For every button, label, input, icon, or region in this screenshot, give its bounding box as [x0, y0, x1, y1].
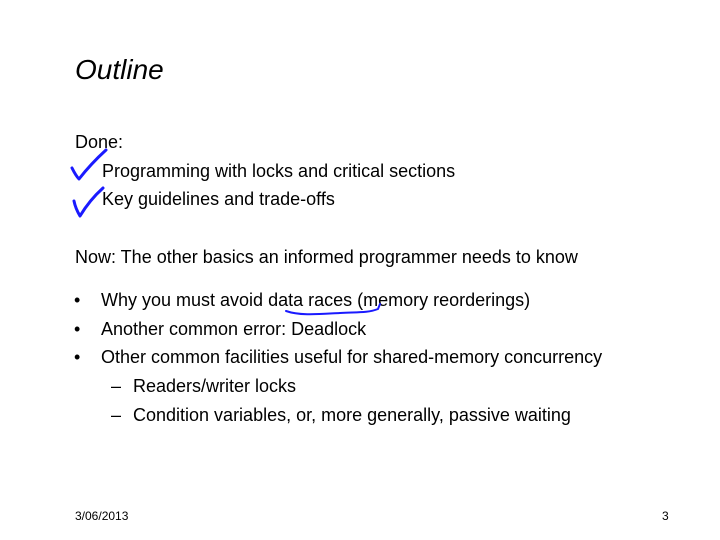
- footer-date: 3/06/2013: [75, 509, 129, 523]
- done-item: Key guidelines and trade-offs: [102, 189, 335, 209]
- sub-bullet-item: Condition variables, or, more generally, passive waiting: [133, 405, 571, 425]
- checkmark-icon: [72, 150, 106, 179]
- highlighted-term: data races: [268, 290, 353, 310]
- checkmark-icon: [74, 188, 103, 216]
- done-label: Done:: [75, 132, 124, 152]
- now-line: Now: The other basics an informed programmer needs to know: [75, 247, 578, 267]
- bullet-text-after: (memory reorderings): [352, 290, 531, 310]
- bullet-item: Another common error: Deadlock: [101, 319, 367, 339]
- bullet-glyph: •: [74, 290, 81, 310]
- bullet-text-before: Why you must avoid: [101, 290, 269, 310]
- bullet-item: Other common facilities useful for shared-memory concurrency: [101, 347, 603, 367]
- bullet-glyph: •: [74, 319, 81, 339]
- sub-bullet-item: Readers/writer locks: [133, 376, 297, 396]
- page-number: 3: [662, 509, 669, 523]
- dash-glyph: –: [111, 405, 122, 425]
- bullet-item: [101, 289, 530, 311]
- done-item: Programming with locks and critical sections: [102, 161, 456, 181]
- dash-glyph: –: [111, 376, 122, 396]
- slide-title: Outline: [75, 54, 164, 85]
- bullet-glyph: •: [74, 347, 81, 367]
